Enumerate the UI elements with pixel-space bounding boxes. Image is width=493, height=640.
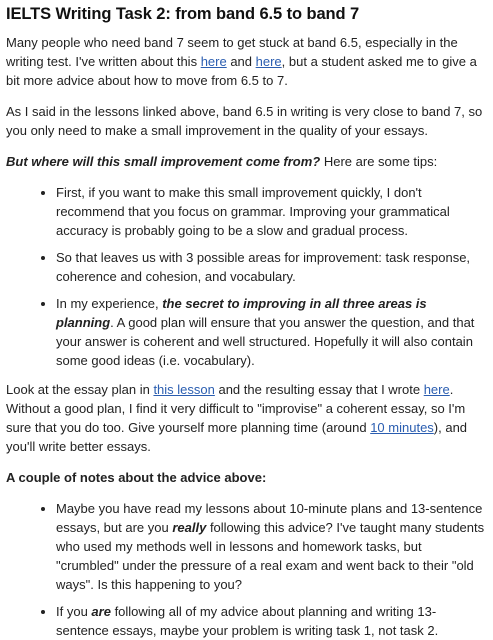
this-lesson-link[interactable]: this lesson xyxy=(153,382,215,397)
planning-emphasis: the secret to improving in all three areas is planning xyxy=(56,296,427,330)
article xyxy=(0,4,493,640)
text-span: Maybe you have read my lessons about 10-minute plans and 13-sentence essays, but are you xyxy=(56,501,483,535)
text-span: and xyxy=(226,54,256,69)
note-item-really xyxy=(56,499,487,594)
text-span: Here are some tips: xyxy=(320,154,438,169)
here-link-1[interactable]: here xyxy=(200,54,227,69)
text-span: and the resulting essay that I wrote xyxy=(214,382,424,397)
text-span: . Without a good plan, I find it very difficult to "improvise" a coherent essay, so I'm sure that you do too. Give yourself more planning time (around xyxy=(6,382,466,435)
here-link-3[interactable]: here xyxy=(423,382,450,397)
tips-question: But where will this small improvement come from? xyxy=(6,154,321,169)
tip-item-planning xyxy=(56,294,487,370)
text-span: If you xyxy=(56,604,92,619)
intro-paragraph xyxy=(6,33,487,90)
text-span: Many people who need band 7 seem to get stuck at band 6.5, especially in the writing test. I've written about this xyxy=(6,35,458,69)
article-title: IELTS Writing Task 2: from band 6.5 to band 7 xyxy=(6,5,360,23)
text-span: ), and you'll write better essays. xyxy=(6,420,468,454)
really-emphasis: really xyxy=(172,520,207,535)
text-span: following this advice? I've taught many students who used my methods well in lessons and homework tasks, but "crumbled" under the pressure of a real exam and went back to their "old ways". Is this happening to you? xyxy=(56,520,485,592)
notes-heading: A couple of notes about the advice above: xyxy=(6,470,267,485)
text-span: Look at the essay plan in xyxy=(6,382,154,397)
text-span: following all of my advice about planning and writing 13-sentence essays, maybe your problem is writing task 1, not task 2. xyxy=(56,604,439,638)
here-link-2[interactable]: here xyxy=(255,54,282,69)
notes-list xyxy=(6,499,487,640)
tips-list xyxy=(6,183,487,370)
essay-plan-paragraph xyxy=(6,380,487,456)
tip-item-areas: • So that leaves us with 3 possible areas for improvement: task response, coherence and cohesion, and vocabulary. xyxy=(56,248,487,286)
second-paragraph: As I said in the lessons linked above, band 6.5 in writing is very close to band 7, so you only need to make a small improvement in the quality of your essays. xyxy=(6,104,483,138)
ten-minutes-link[interactable]: 10 minutes xyxy=(370,420,434,435)
note-item-task1 xyxy=(56,602,487,640)
text-span: In my experience, xyxy=(56,296,163,311)
tip-item-grammar: • First, if you want to make this small improvement quickly, I don't recommend that you focus on grammar. Improving your grammatical accuracy is probably going to be a slow and gradual process. xyxy=(56,183,487,240)
are-emphasis: are xyxy=(91,604,111,619)
text-span: , but a student asked me to give a bit more advice about how to move from 6.5 to 7. xyxy=(6,54,477,88)
text-span: . A good plan will ensure that you answer the question, and that your answer is coherent and well structured. Hopefully it will also contain some good ideas (i.e. vocabulary). xyxy=(56,315,475,368)
tips-intro-paragraph xyxy=(6,152,487,171)
